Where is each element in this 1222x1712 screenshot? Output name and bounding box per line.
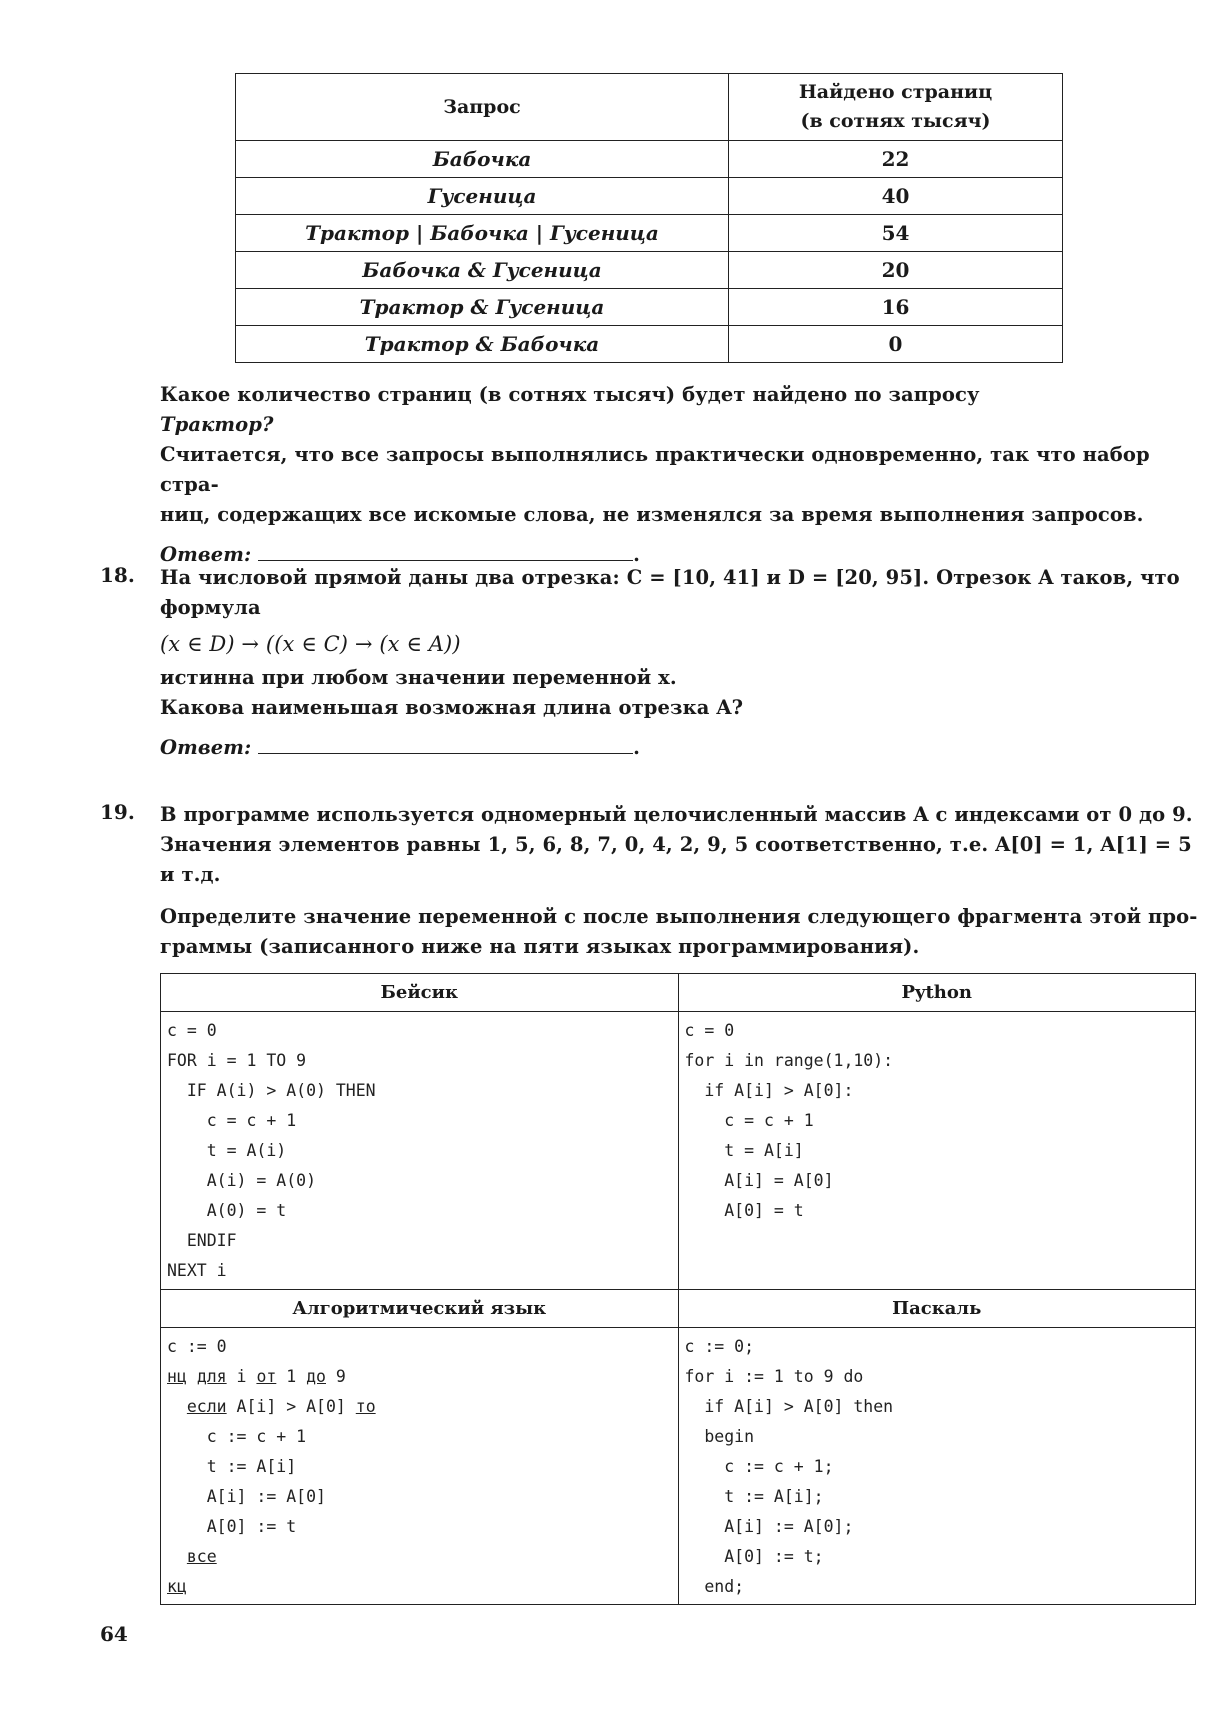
code-line (167, 1332, 672, 1362)
code-keyword: если (186, 1397, 227, 1416)
q17-text: ниц, содержащих все искомые слова, не изменялся за время выполнения запросов. (160, 503, 1144, 526)
table-row (236, 141, 1063, 178)
code-line (685, 1046, 1190, 1076)
code-text: A[i] = A[0] (684, 1171, 834, 1190)
q19-text: Определите значение переменной c после выполнения следующего фрагмента этой про- (160, 905, 1198, 928)
q19-text: и т.д. (160, 863, 221, 886)
code-keyword: нц (167, 1367, 187, 1386)
code-text: ENDIF (167, 1231, 237, 1250)
python-code (679, 1012, 1196, 1228)
code-line (685, 1362, 1190, 1392)
table-row (236, 178, 1063, 215)
basic-code (161, 1012, 678, 1288)
query-cell: Бабочка & Гусеница (236, 252, 729, 289)
answer-field[interactable] (258, 540, 633, 561)
code-text: t = A[i] (684, 1141, 804, 1160)
code-keyword: кц (167, 1577, 187, 1596)
table-row (236, 326, 1063, 363)
q18-text: Какова наименьшая возможная длина отрезка A? (160, 696, 744, 719)
code-text: 9 (326, 1367, 346, 1386)
code-line (685, 1452, 1190, 1482)
count-cell: 20 (729, 252, 1063, 289)
table-row (236, 252, 1063, 289)
code-text: A[i] := A[0] (167, 1487, 326, 1506)
code-text: t = A(i) (167, 1141, 287, 1160)
code-line (167, 1542, 672, 1572)
code-text: c := c + 1; (684, 1457, 834, 1476)
answer-field[interactable] (258, 733, 633, 754)
code-line (685, 1076, 1190, 1106)
code-text: end; (684, 1577, 745, 1596)
code-text (167, 1397, 187, 1416)
count-cell: 22 (729, 141, 1063, 178)
q19-text: Значения элементов равны 1, 5, 6, 8, 7, 0, 4, 2, 9, 5 соответственно, т.е. A[0] = 1, A[1] = 5 (160, 833, 1192, 856)
code-line (685, 1482, 1190, 1512)
page-number: 64 (100, 1622, 128, 1646)
code-line (685, 1016, 1190, 1046)
answer-label: Ответ: (160, 736, 252, 759)
header-count-line1: Найдено страниц (798, 81, 993, 103)
code-text: A[0] := t (167, 1517, 297, 1536)
code-text: A[i] := A[0]; (684, 1517, 854, 1536)
q18-text: На числовой прямой даны два отрезка: C = [10, 41] и D = [20, 95]. Отрезок A таков, что (160, 566, 1180, 589)
query-cell: Трактор | Бабочка | Гусеница (236, 215, 729, 252)
pascal-code (679, 1328, 1196, 1604)
question-18 (160, 563, 1200, 763)
count-cell: 0 (729, 326, 1063, 363)
code-line (167, 1572, 672, 1602)
pascal-title: Паскаль (678, 1290, 1196, 1328)
q18-text: истинна при любом значении переменной x. (160, 666, 677, 689)
code-line (685, 1196, 1190, 1226)
code-text: t := A[i]; (684, 1487, 824, 1506)
code-line (167, 1512, 672, 1542)
answer-row: Ответ: . (160, 733, 1200, 763)
code-text: c = 0 (167, 1021, 217, 1040)
code-text (167, 1547, 187, 1566)
algo-title: Алгоритмический язык (161, 1290, 679, 1328)
header-count (729, 74, 1063, 141)
query-cell: Бабочка (236, 141, 729, 178)
code-line (685, 1106, 1190, 1136)
header-count-line2: (в сотнях тысяч) (800, 110, 991, 132)
code-line (685, 1572, 1190, 1602)
count-cell: 16 (729, 289, 1063, 326)
code-line (685, 1392, 1190, 1422)
count-cell: 40 (729, 178, 1063, 215)
code-text: i (226, 1367, 257, 1386)
question-number: 19. (100, 800, 135, 824)
code-text: if A[i] > A[0]: (684, 1081, 854, 1100)
query-cell: Трактор & Бабочка (236, 326, 729, 363)
formula: (x ∈ D) → ((x ∈ C) → (x ∈ A)) (160, 632, 461, 656)
table-row (236, 289, 1063, 326)
code-text: c := 0 (167, 1337, 227, 1356)
code-text: if A[i] > A[0] then (684, 1397, 894, 1416)
code-line (167, 1422, 672, 1452)
question-number: 18. (100, 563, 135, 587)
code-text (187, 1367, 197, 1386)
question-17 (160, 380, 1200, 570)
code-line (685, 1422, 1190, 1452)
q17-text: Считается, что все запросы выполнялись практически одновременно, так что набор стра- (160, 443, 1150, 496)
code-text: FOR i = 1 TO 9 (167, 1051, 307, 1070)
code-keyword: от (256, 1367, 277, 1386)
code-text: c = c + 1 (684, 1111, 814, 1130)
count-cell: 54 (729, 215, 1063, 252)
code-text: A[0] = t (684, 1201, 804, 1220)
code-keyword: до (306, 1367, 326, 1386)
code-text: A[0] := t; (684, 1547, 824, 1566)
code-line (167, 1392, 672, 1422)
code-text: c = 0 (684, 1021, 735, 1040)
basic-title: Бейсик (161, 974, 679, 1012)
code-line (167, 1362, 672, 1392)
code-text: c := c + 1 (167, 1427, 307, 1446)
code-text: c := 0; (684, 1337, 755, 1356)
code-text: 1 (276, 1367, 307, 1386)
code-text: A[i] > A[0] (226, 1397, 356, 1416)
code-text: A(0) = t (167, 1201, 287, 1220)
code-line (167, 1256, 672, 1286)
code-line (167, 1076, 672, 1106)
code-line (685, 1136, 1190, 1166)
table-header (236, 74, 1063, 141)
code-line (167, 1226, 672, 1256)
code-keyword: для (196, 1367, 227, 1386)
algo-code (161, 1328, 678, 1604)
code-table (160, 973, 1196, 1605)
code-text: IF A(i) > A(0) THEN (167, 1081, 376, 1100)
q18-text: формула (160, 596, 261, 619)
answer-label: Ответ: (160, 543, 252, 566)
code-line (167, 1452, 672, 1482)
code-line (685, 1166, 1190, 1196)
code-text: for i in range(1,10): (684, 1051, 894, 1070)
code-text: A(i) = A(0) (167, 1171, 317, 1190)
answer-row: Ответ: . (160, 540, 1200, 570)
code-text: c = c + 1 (167, 1111, 297, 1130)
code-line (167, 1482, 672, 1512)
query-cell: Трактор & Гусеница (236, 289, 729, 326)
code-text: begin (684, 1427, 755, 1446)
python-title: Python (678, 974, 1196, 1012)
search-query-table (235, 73, 1063, 363)
q17-text: Трактор? (160, 413, 274, 436)
code-line (167, 1046, 672, 1076)
code-line (685, 1512, 1190, 1542)
code-text: for i := 1 to 9 do (684, 1367, 864, 1386)
q19-text: В программе используется одномерный целочисленный массив A с индексами от 0 до 9. (160, 803, 1193, 826)
question-19 (160, 800, 1200, 962)
code-line (167, 1136, 672, 1166)
table-row (236, 215, 1063, 252)
code-line (685, 1542, 1190, 1572)
q19-text: граммы (записанного ниже на пяти языках программирования). (160, 935, 920, 958)
code-line (167, 1196, 672, 1226)
header-query: Запрос (236, 74, 729, 141)
code-keyword: все (186, 1547, 217, 1566)
code-line (685, 1332, 1190, 1362)
code-text: t := A[i] (167, 1457, 297, 1476)
q17-text: Какое количество страниц (в сотнях тысяч) будет найдено по запросу (160, 383, 980, 406)
code-line (167, 1016, 672, 1046)
code-line (167, 1166, 672, 1196)
query-cell: Гусеница (236, 178, 729, 215)
code-keyword: то (355, 1397, 376, 1416)
code-text: NEXT i (167, 1261, 227, 1280)
code-line (167, 1106, 672, 1136)
